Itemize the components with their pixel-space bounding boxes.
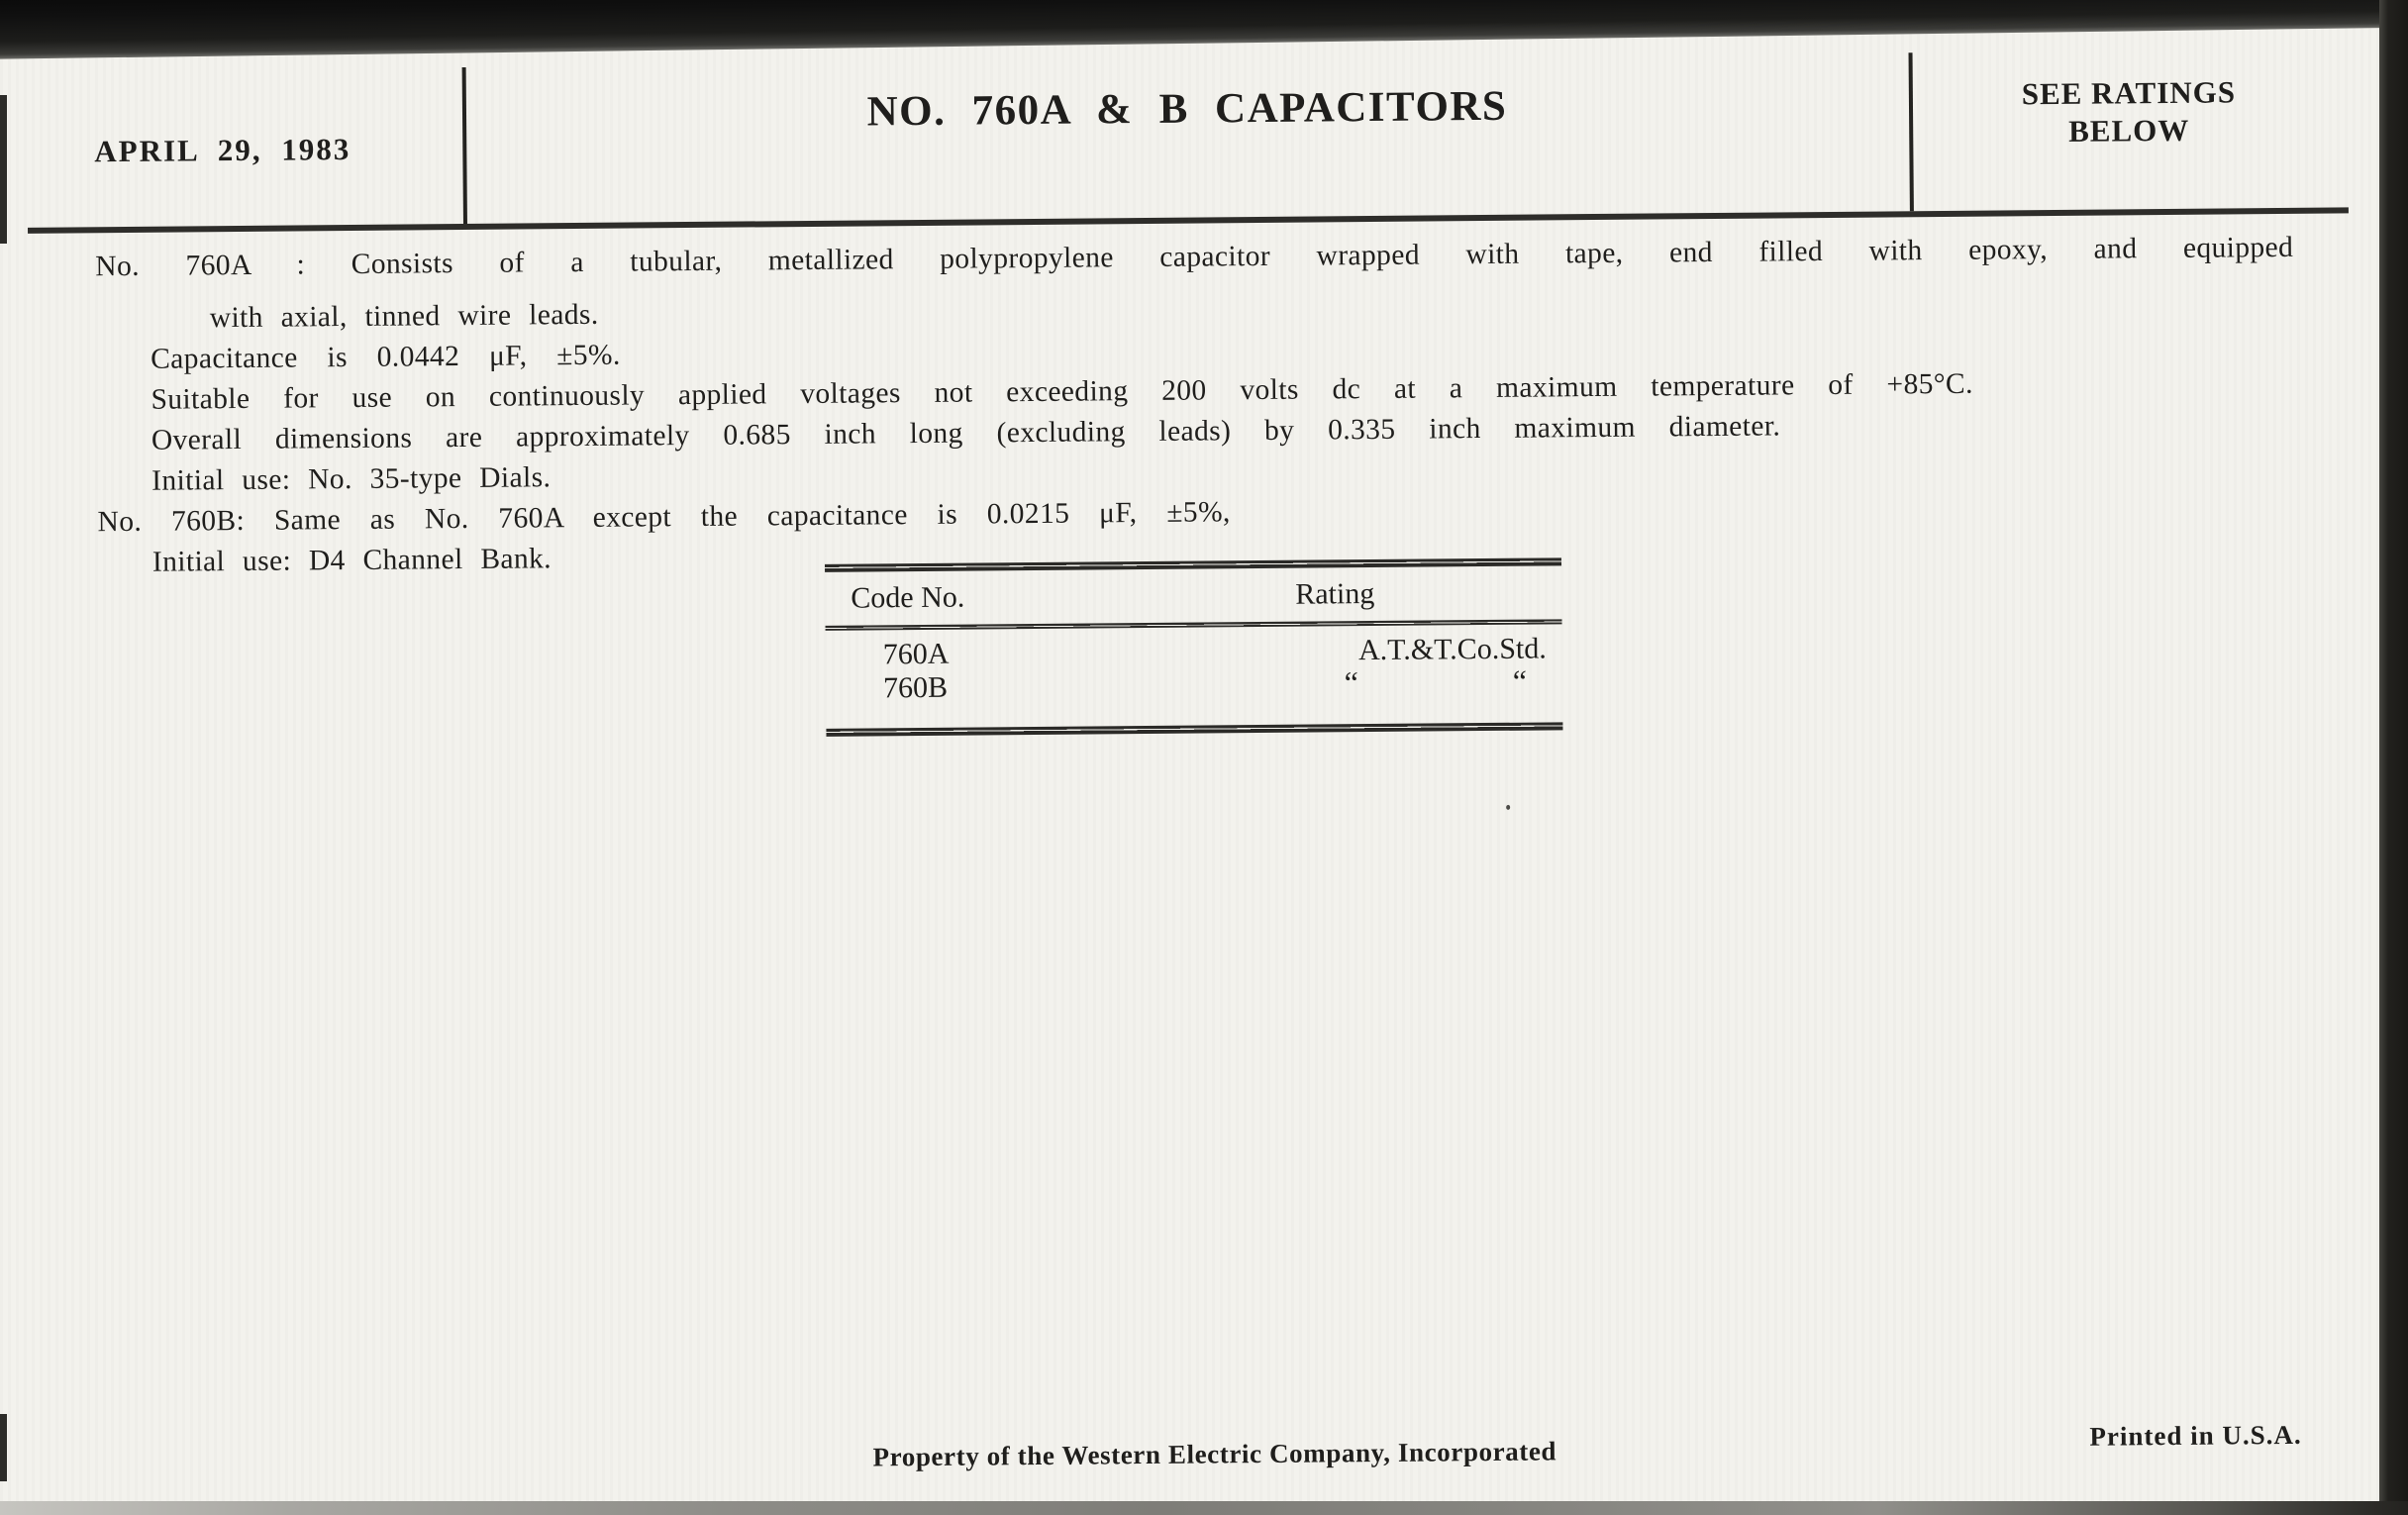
spec-line-760b: No. 760B: Same as No. 760A except the capacitance is 0.0215 μF, ±5%,: [97, 496, 1231, 539]
ratings-table: [825, 557, 1562, 736]
code-no-header: Code No.: [851, 580, 965, 615]
ratings-note-line1: SEE RATINGS: [2021, 74, 2237, 112]
ratings-note-line2: BELOW: [2067, 112, 2190, 149]
spec-line-capacitance: Capacitance is 0.0442 μF, ±5%.: [150, 339, 621, 375]
spec-body: [95, 228, 2296, 583]
code-cell: 760B: [882, 670, 949, 705]
rating-header: Rating: [1295, 576, 1375, 611]
table-header-row: [825, 565, 1561, 625]
footer-printed-note: Printed in U.S.A.: [2089, 1419, 2302, 1452]
ratings-note: [1913, 72, 2346, 152]
rating-ditto-cell: “ “: [1344, 662, 1528, 701]
code-cell: 760A: [882, 637, 950, 671]
spec-line-760a: No. 760A : Consists of a tubular, metallized polypropylene capacitor wrapped with tape, end filled with epoxy, and equipped: [95, 231, 2294, 283]
document-date: APRIL 29, 1983: [94, 132, 351, 169]
spec-line-initial-use-760a: Initial use: No. 35-type Dials.: [151, 461, 552, 497]
table-body: [826, 624, 1563, 728]
footer-property-note: Property of the Western Electric Company, Incorporated: [872, 1436, 1557, 1472]
table-row-760b: [826, 664, 1562, 704]
page-title: NO. 760A & B CAPACITORS: [866, 82, 1508, 136]
ink-speck: [1506, 805, 1510, 810]
spec-line-dimensions: Overall dimensions are approximately 0.685 inch long (excluding leads) by 0.335 inch maximum diameter.: [150, 410, 1781, 456]
left-scan-mark: [0, 1414, 7, 1481]
rating-cell: A.T.&T.Co.Std.: [1357, 632, 1547, 667]
spec-line-voltage: Suitable for use on continuously applied voltages not exceeding 200 volts dc at a maximum temperature of +85°C.: [150, 367, 1973, 416]
spec-line-initial-use-760b: Initial use: D4 Channel Bank.: [151, 543, 552, 578]
spec-line-760a-cont: with axial, tinned wire leads.: [209, 298, 599, 335]
